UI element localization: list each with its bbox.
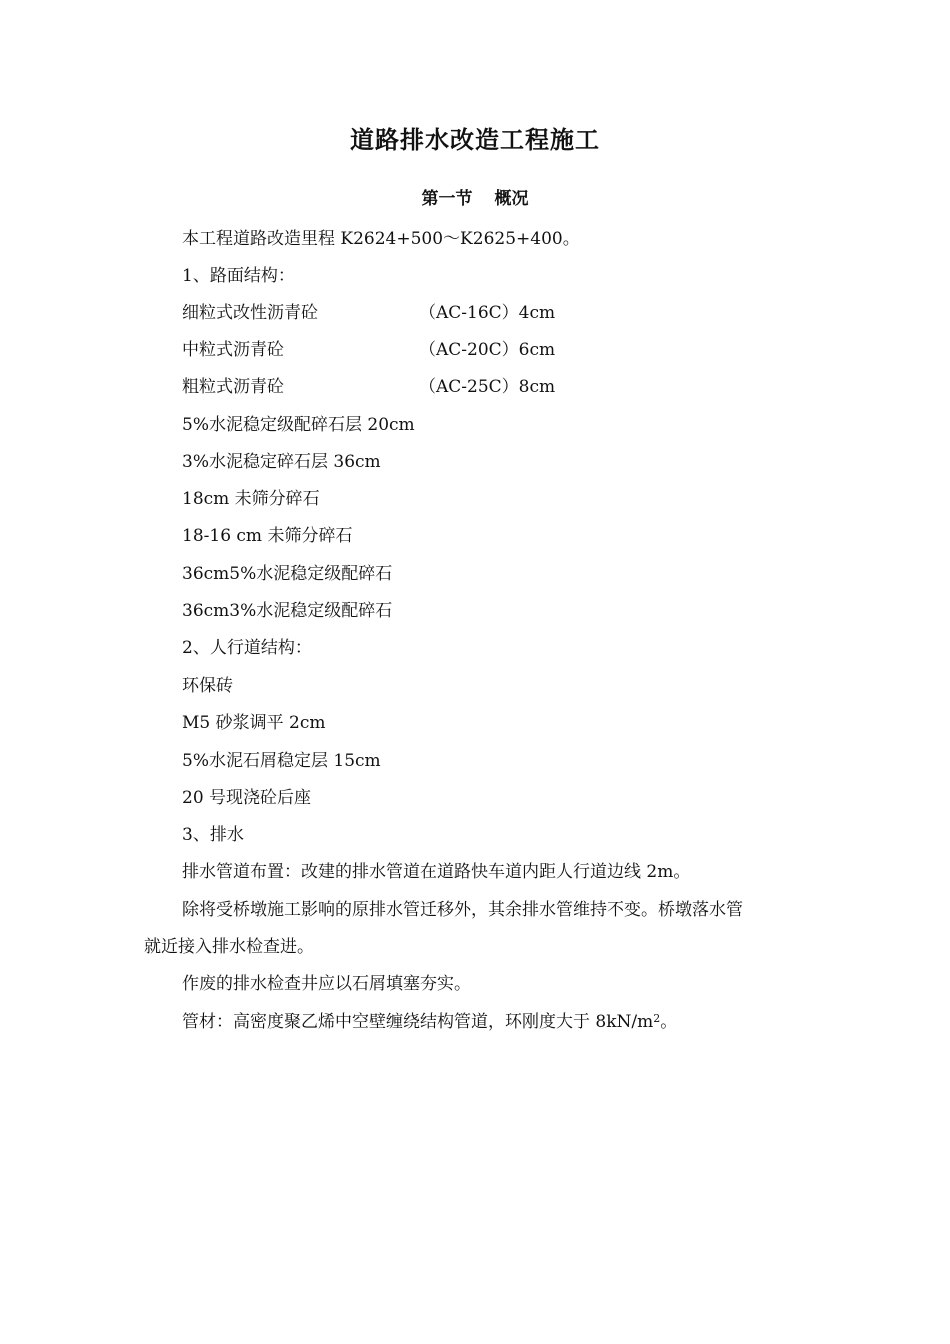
- pipe-material-paragraph: [182, 1007, 677, 1032]
- drainage-heading: 3、排水: [182, 825, 244, 845]
- layer-name: 粗粒式沥青砼: [182, 377, 284, 397]
- layer-name: 细粒式改性沥青砼: [182, 303, 318, 323]
- base-layer: 5%水泥稳定级配碎石层 20cm: [182, 415, 415, 435]
- pavement-layer: [182, 335, 556, 360]
- base-layer: 36cm5%水泥稳定级配碎石: [182, 564, 393, 584]
- pipe-material-text: 管材：高密度聚乙烯中空壁缠绕结构管道，环刚度大于 8kN/m: [182, 1012, 654, 1032]
- base-layer: 3%水泥稳定碎石层 36cm: [182, 452, 381, 472]
- base-layer: 36cm3%水泥稳定级配碎石: [182, 601, 393, 621]
- pavement-layer: [182, 372, 556, 397]
- sidewalk-layer: M5 砂浆调平 2cm: [182, 713, 326, 733]
- abandoned-wells-paragraph: 作废的排水检查井应以石屑填塞夯实。: [182, 974, 471, 994]
- document-title: 道路排水改造工程施工: [350, 125, 600, 154]
- layer-spec: （AC-16C）4cm: [419, 303, 556, 323]
- layer-spec: （AC-20C）6cm: [419, 340, 556, 360]
- base-layer: 18-16 cm 未筛分碎石: [182, 526, 353, 546]
- drainage-paragraph-line: 就近接入排水检查进。: [144, 937, 314, 957]
- drainage-layout-paragraph: 排水管道布置：改建的排水管道在道路快车道内距人行道边线 2m。: [182, 862, 691, 882]
- pavement-heading: 1、路面结构：: [182, 266, 295, 286]
- sidewalk-layer: 5%水泥石屑稳定层 15cm: [182, 751, 381, 771]
- pavement-layer: [182, 298, 556, 323]
- section-name: 概况: [494, 189, 529, 209]
- layer-name: 中粒式沥青砼: [182, 340, 284, 360]
- section-heading: [0, 184, 950, 209]
- pipe-material-end: 。: [660, 1012, 678, 1032]
- section-number: 第一节: [421, 189, 473, 209]
- layer-spec: （AC-25C）8cm: [419, 377, 556, 397]
- sidewalk-heading: 2、人行道结构：: [182, 638, 312, 658]
- sidewalk-layer: 20 号现浇砼后座: [182, 788, 312, 808]
- base-layer: 18cm 未筛分碎石: [182, 489, 320, 509]
- intro-paragraph: 本工程道路改造里程 K2624+500～K2625+400。: [182, 229, 580, 249]
- drainage-paragraph-line: 除将受桥墩施工影响的原排水管迁移外，其余排水管维持不变。桥墩落水管: [182, 900, 743, 920]
- sidewalk-layer: 环保砖: [182, 676, 233, 696]
- superscript: 2: [653, 1012, 661, 1025]
